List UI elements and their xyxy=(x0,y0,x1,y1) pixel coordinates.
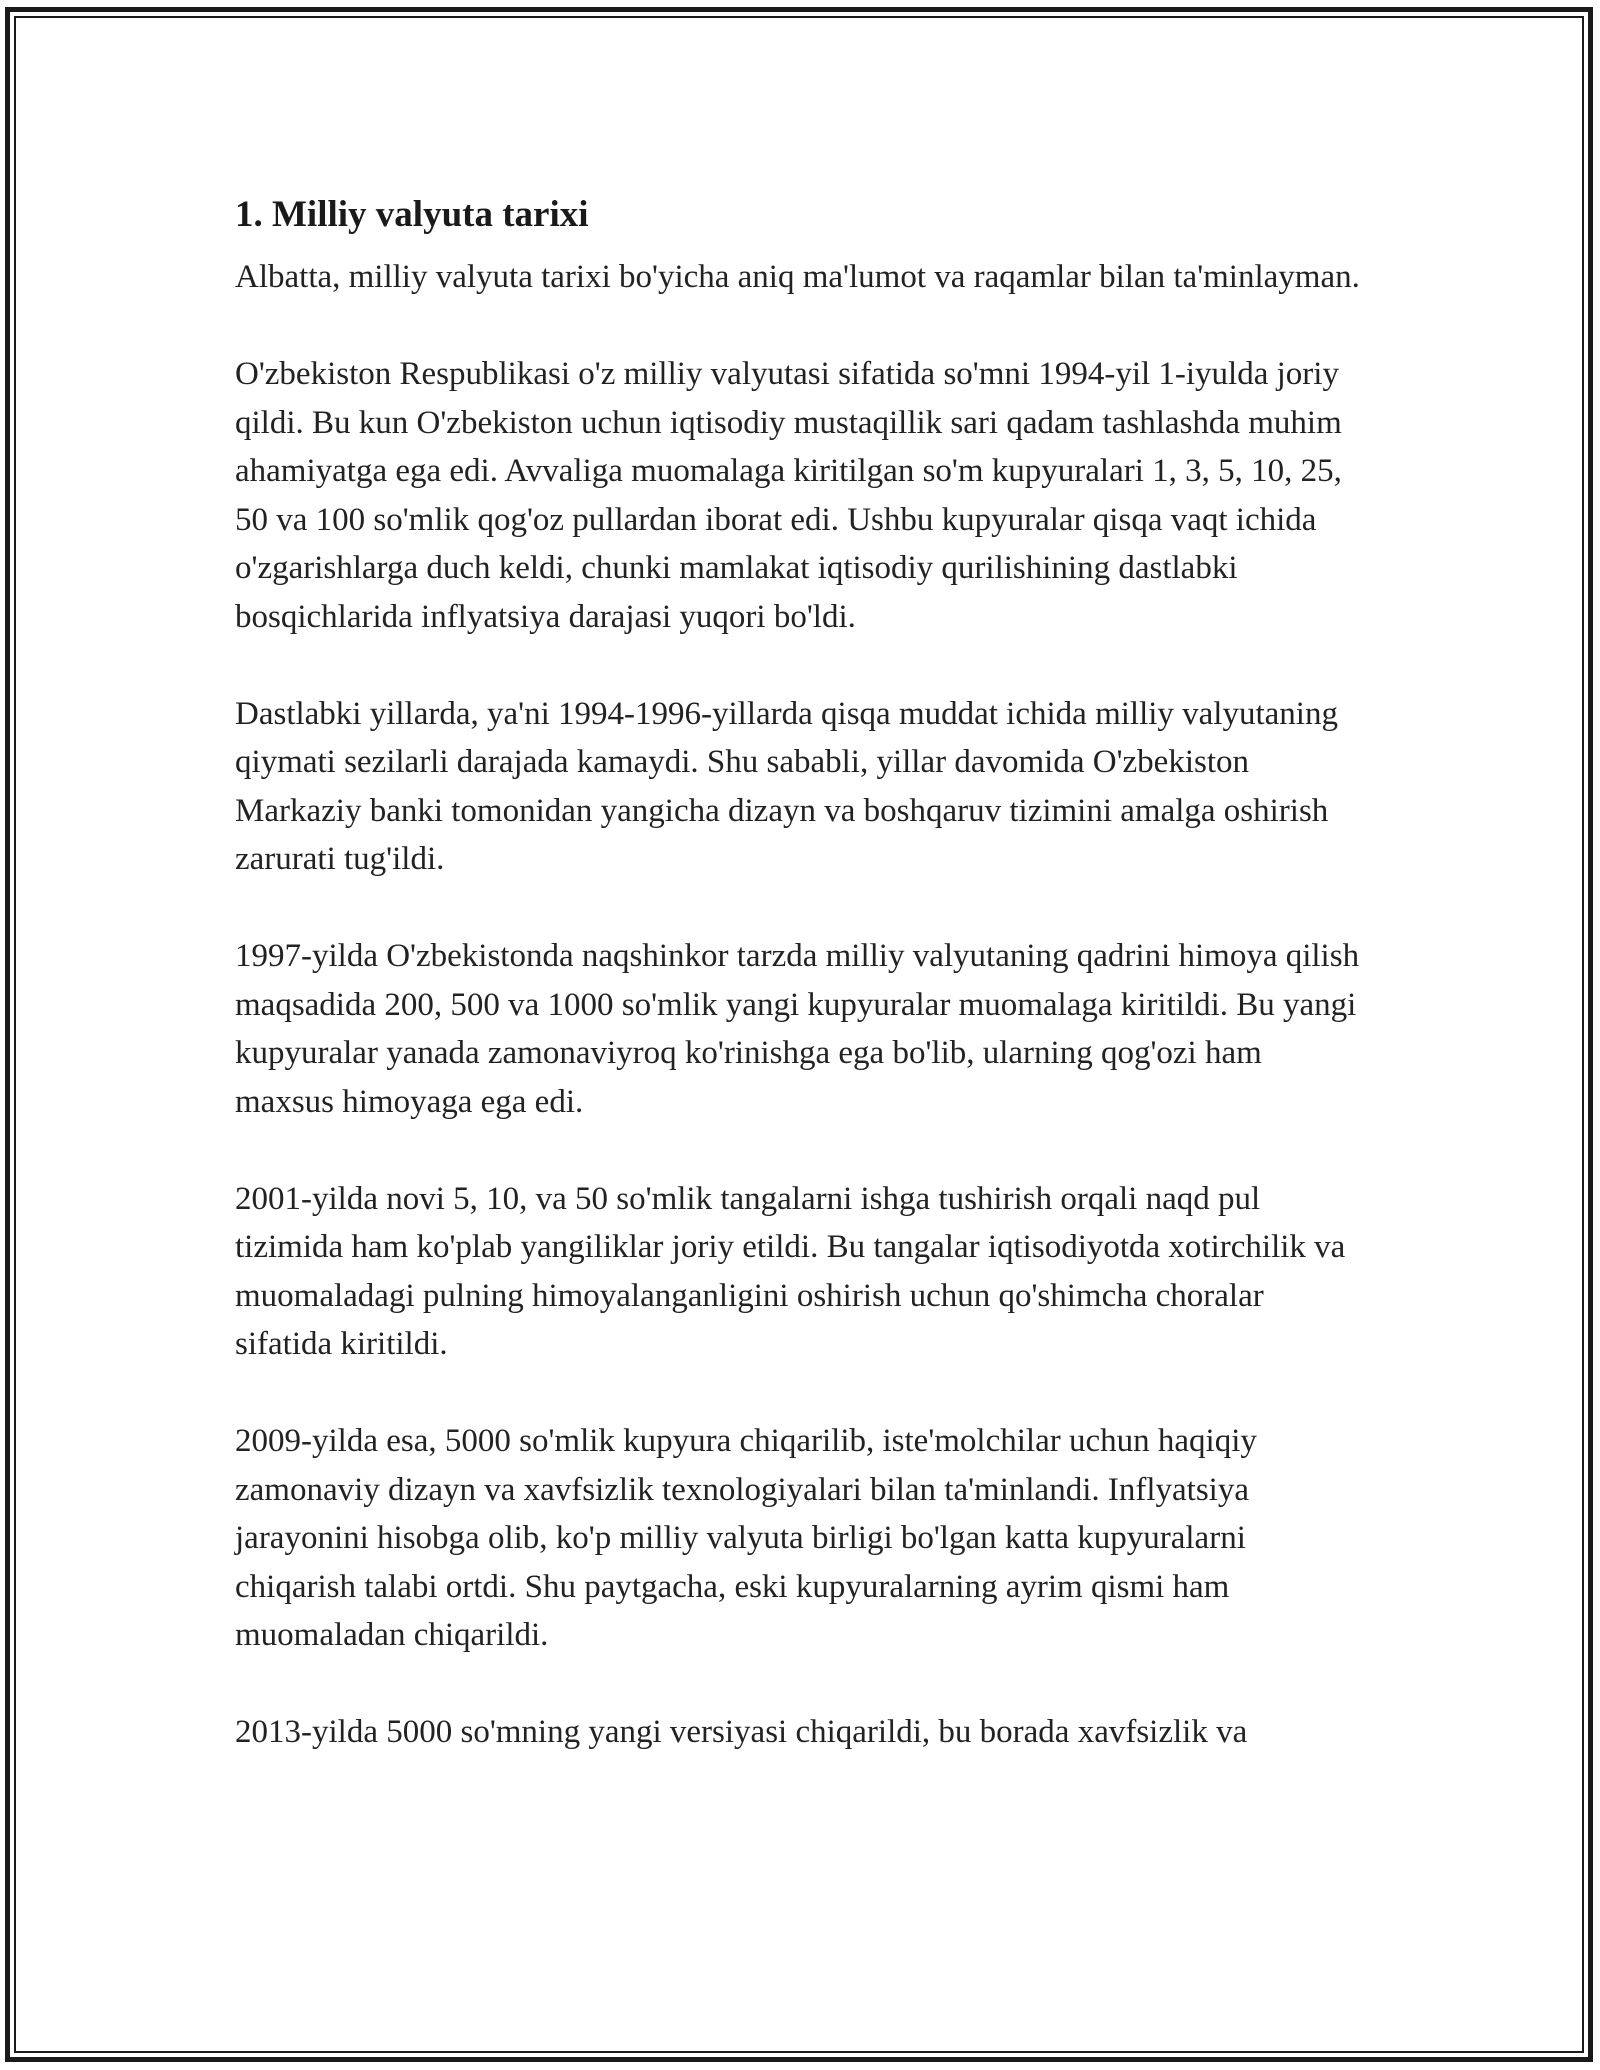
paragraph-1997: 1997-yilda O'zbekistonda naqshinkor tarzda milliy valyutaning qadrini himoya qilish maqsadida 200, 500 va 1000 so'mlik yangi kupyuralar muomalaga kiritildi. Bu yangi kupyuralar yanada zamonaviyroq ko'rinishga ega bo'lib, ularning qog'ozi ham maxsus himoyaga ega edi. xyxy=(235,938,1360,1120)
document-body xyxy=(235,186,1365,1757)
paragraph-1994-1996: Dastlabki yillarda, ya'ni 1994-1996-yillarda qisqa muddat ichida milliy valyutaning qiymati sezilarli darajada kamaydi. Shu sababli, yillar davomida O'zbekiston Markaziy banki tomonidan yangicha dizayn va boshqaruv tizimini amalga oshirish zarurati tug'ildi. xyxy=(235,695,1338,877)
paragraph-2001: 2001-yilda novi 5, 10, va 50 so'mlik tangalarni ishga tushirish orqali naqd pul tizimida ham ko'plab yangiliklar joriy etildi. Bu tangalar iqtisodiyotda xotirchilik va muomaladagi pulning himoyalanganligini oshirish uchun qo'shimcha choralar sifatida kiritildi. xyxy=(235,1180,1346,1362)
section-heading: 1. Milliy valyuta tarixi xyxy=(235,194,589,235)
paragraph-2013: 2013-yilda 5000 so'mning yangi versiyasi chiqarildi, bu borada xavfsizlik va xyxy=(235,1714,1248,1750)
paragraph-1994: O'zbekiston Respublikasi o'z milliy valyutasi sifatida so'mni 1994-yil 1-iyulda joriy qildi. Bu kun O'zbekiston uchun iqtisodiy mustaqillik sari qadam tashlashda muhim ahamiyatga ega edi. Avvaliga muomalaga kiritilgan so'm kupyuralari 1, 3, 5, 10, 25, 50 va 100 so'mlik qog'oz pullardan iborat edi. Ushbu kupyuralar qisqa vaqt ichida o'zgarishlarga duch keldi, chunki mamlakat iqtisodiy qurilishining dastlabki bosqichlarida inflyatsiya darajasi yuqori bo'ldi. xyxy=(235,356,1342,635)
paragraph-2009: 2009-yilda esa, 5000 so'mlik kupyura chiqarilib, iste'molchilar uchun haqiqiy zamonaviy dizayn va xavfsizlik texnologiyalari bilan ta'minlandi. Inflyatsiya jarayonini hisobga olib, ko'p milliy valyuta birligi bo'lgan katta kupyuralarni chiqarish talabi ortdi. Shu paytgacha, eski kupyuralarning ayrim qismi ham muomaladan chiqarildi. xyxy=(235,1423,1257,1653)
paragraph-intro: Albatta, milliy valyuta tarixi bo'yicha aniq ma'lumot va raqamlar bilan ta'minlayman. xyxy=(235,259,1360,295)
